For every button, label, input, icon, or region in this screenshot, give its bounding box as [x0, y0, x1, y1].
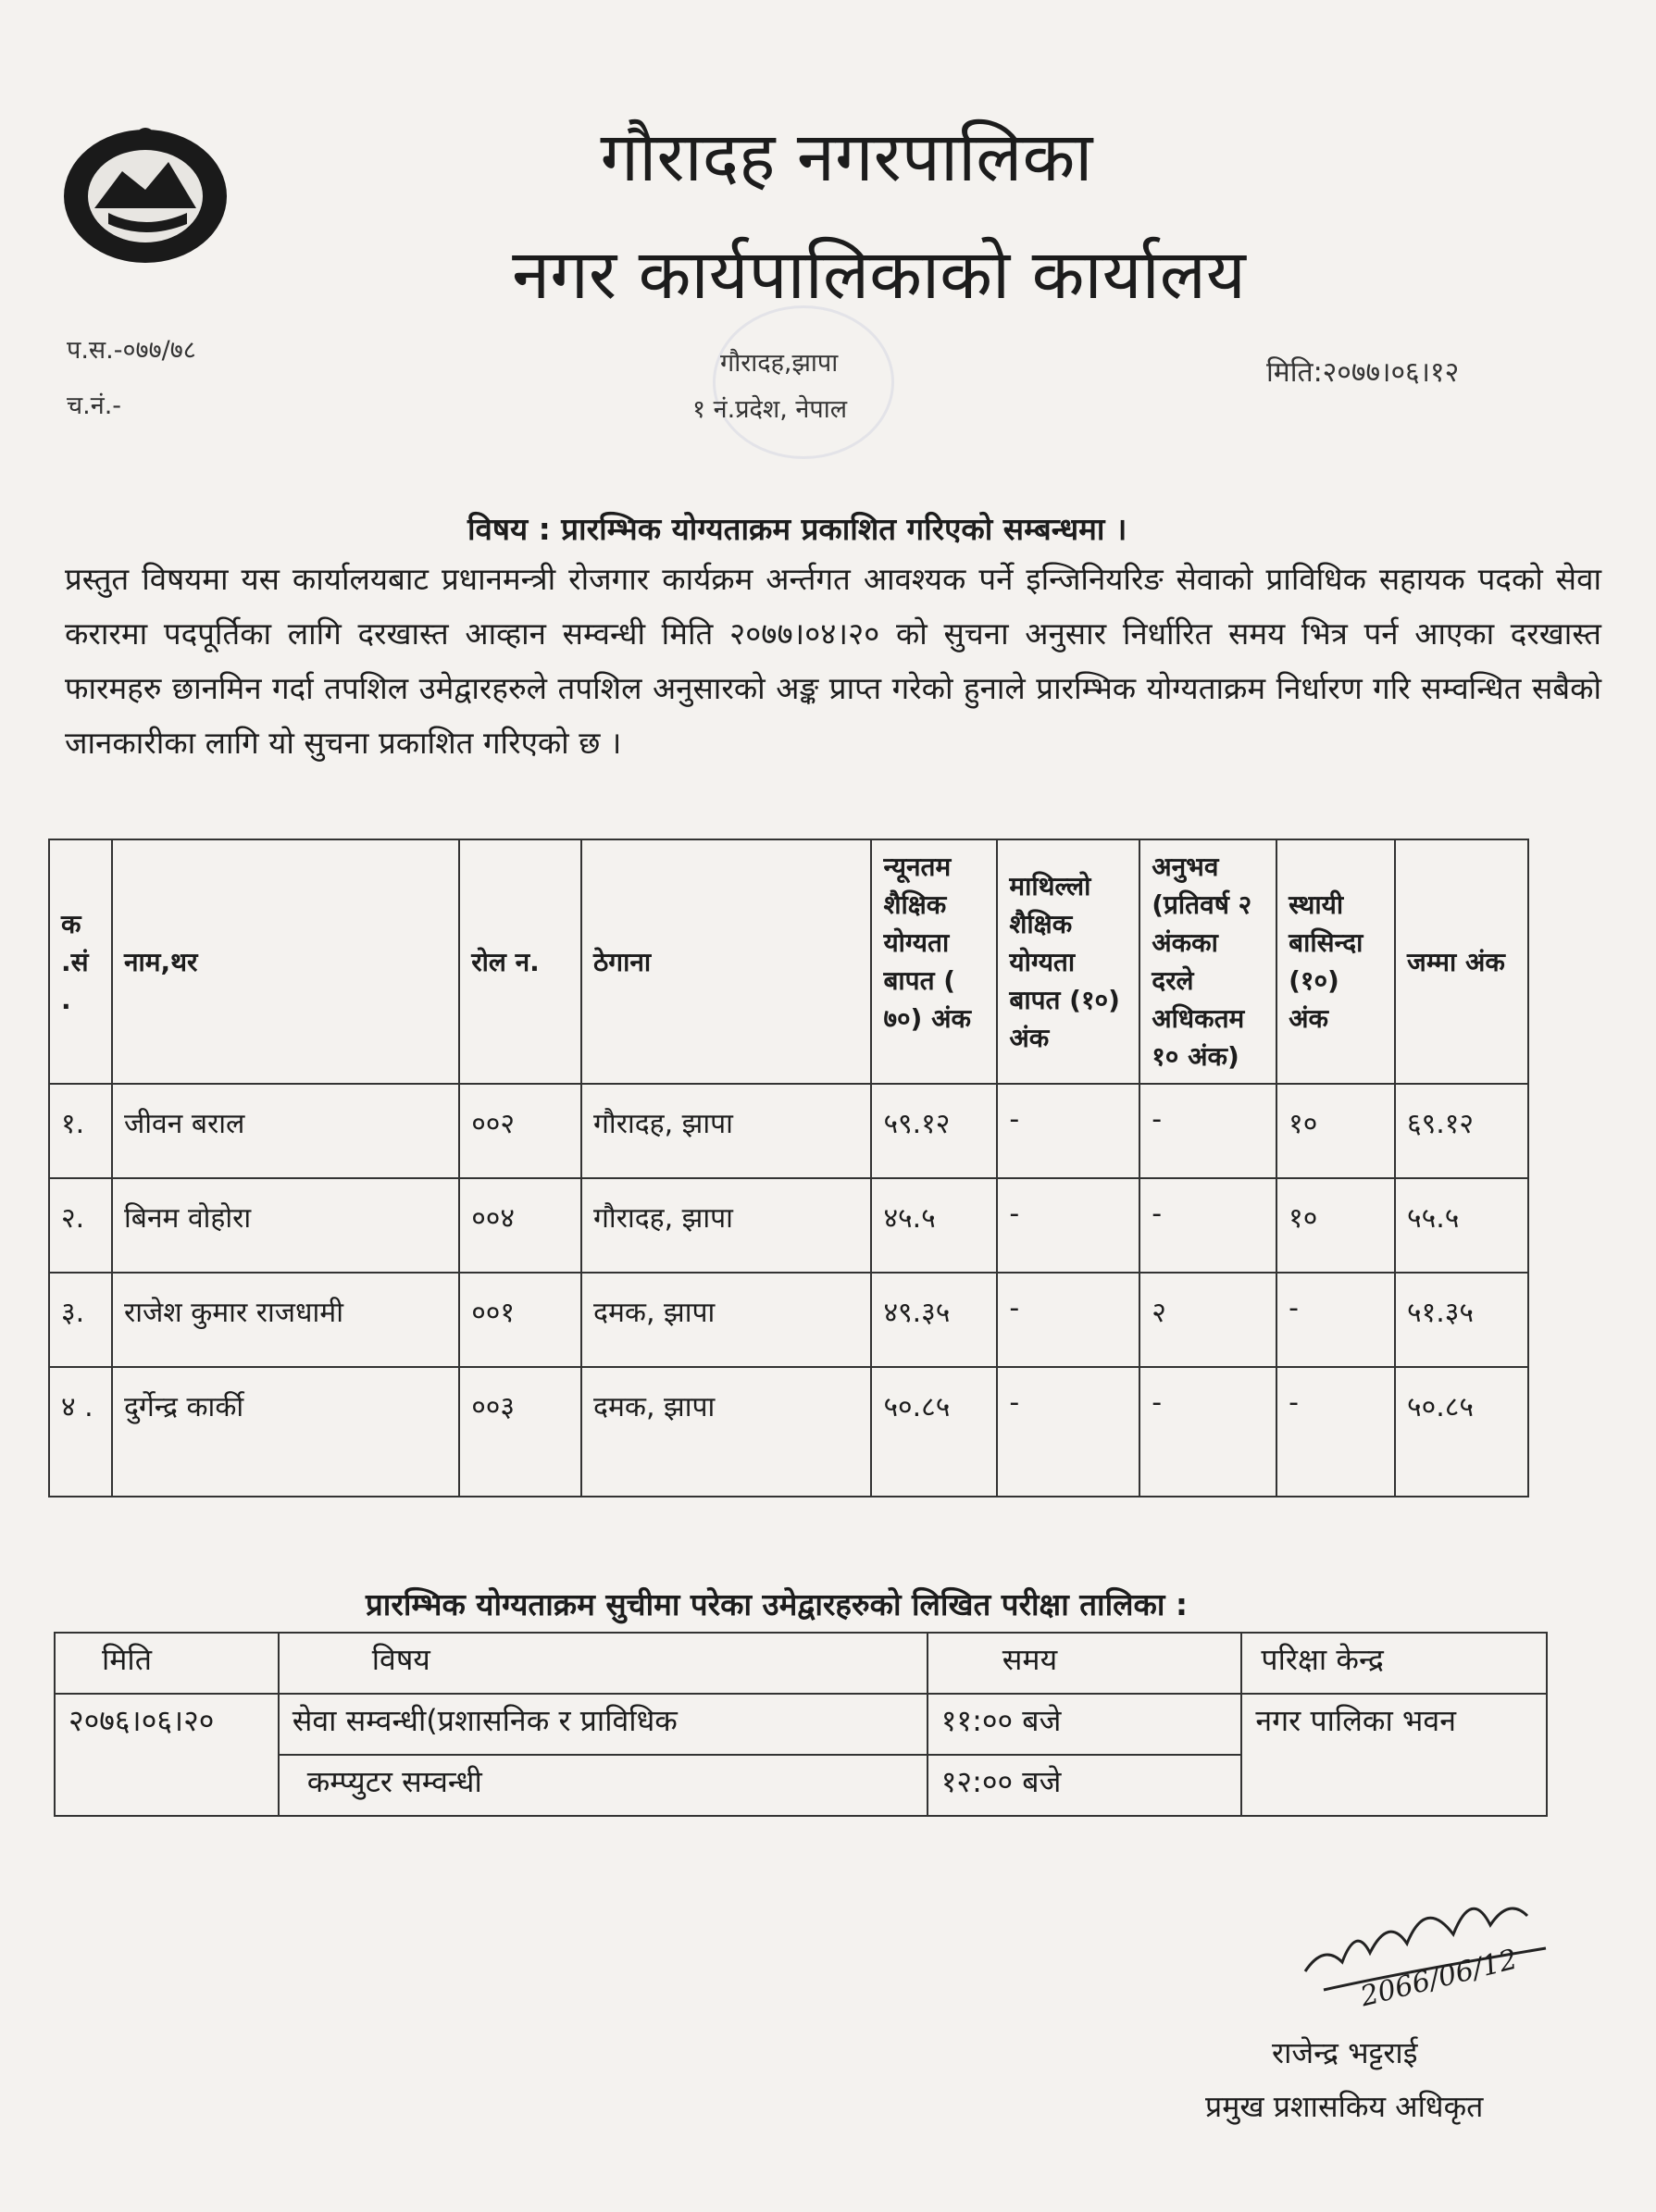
office-stamp	[713, 305, 894, 459]
exam-subject: सेवा सम्वन्धी(प्रशासनिक र प्राविधिक	[279, 1694, 928, 1755]
cell-total: ५१.३५	[1395, 1273, 1528, 1367]
cell-higher-qualification: -	[997, 1367, 1139, 1497]
exam-date: २०७६।०६।२०	[55, 1694, 279, 1816]
body-paragraph: प्रस्तुत विषयमा यस कार्यालयबाट प्रधानमन्त्री रोजगार कार्यक्रम अर्न्तगत आवश्यक पर्ने इन्जिनियरिङ सेवाको प्राविधिक सहायक पदको सेवा करारमा पदपूर्तिका लागि दरखास्त आव्हान सम्वन्धी मिति २०७७।०४।२० को सुचना अनुसार निर्धारित समय भित्र पर्न आएका दरखास्त फारमहरु छानमिन गर्दा तपशिल उमेद्वारहरुले तपशिल अनुसारको अङ्क प्राप्त गरेको हुनाले प्रारम्भिक योग्यताक्रम निर्धारण गरि सम्वन्धित सबैको जानकारीका लागि यो सुचना प्रकाशित गरिएको छ ।	[65, 561, 1601, 761]
table-row	[49, 1273, 1528, 1367]
cell-min-qualification: ५०.८५	[871, 1367, 997, 1497]
office-name: गौरादह नगरपालिका	[600, 118, 1093, 197]
cell-min-qualification: ४५.५	[871, 1178, 997, 1273]
cell-total: ५०.८५	[1395, 1367, 1528, 1497]
exam-header-subject: विषय	[279, 1633, 928, 1694]
header-total: जम्मा अंक	[1395, 839, 1528, 1084]
address-line-1: गौरादह,झापा	[720, 349, 839, 378]
cell-sn: ४ .	[49, 1367, 112, 1497]
handwritten-signature	[1268, 1860, 1592, 2045]
cell-name: बिनम वोहोरा	[112, 1178, 459, 1273]
cell-experience: २	[1139, 1273, 1276, 1367]
table-row	[49, 1178, 1528, 1273]
header-higher-qualification: माथिल्लो शैक्षिक योग्यता बापत (१०) अंक	[997, 839, 1139, 1084]
exam-header-date: मिति	[55, 1633, 279, 1694]
cell-resident: १०	[1276, 1178, 1395, 1273]
cell-higher-qualification: -	[997, 1084, 1139, 1178]
score-table-header	[49, 839, 1528, 1084]
cell-sn: १.	[49, 1084, 112, 1178]
cell-experience: -	[1139, 1178, 1276, 1273]
cell-name: जीवन बराल	[112, 1084, 459, 1178]
subject-line: विषय : प्रारम्भिक योग्यताक्रम प्रकाशित गरिएको सम्बन्धमा ।	[467, 511, 1127, 547]
cell-sn: २.	[49, 1178, 112, 1273]
cell-address: दमक, झापा	[581, 1273, 871, 1367]
reference-number: प.स.-०७७/७८	[67, 336, 196, 365]
cell-higher-qualification: -	[997, 1178, 1139, 1273]
table-row	[55, 1694, 1547, 1755]
cell-total: ६९.१२	[1395, 1084, 1528, 1178]
table-row	[49, 1084, 1528, 1178]
office-subtitle: नगर कार्यपालिकाको कार्यालय	[512, 235, 1246, 315]
cell-experience: -	[1139, 1084, 1276, 1178]
header-experience: अनुभव (प्रतिवर्ष २ अंकका दरले अधिकतम १० अंक)	[1139, 839, 1276, 1084]
score-table	[48, 839, 1529, 1497]
cell-resident: १०	[1276, 1084, 1395, 1178]
exam-time: ११:०० बजे	[928, 1694, 1242, 1755]
cell-roll: ००२	[459, 1084, 581, 1178]
cell-address: गौरादह, झापा	[581, 1178, 871, 1273]
cell-roll: ००४	[459, 1178, 581, 1273]
signatory-designation: प्रमुख प्रशासकिय अधिकृत	[1205, 2089, 1484, 2124]
cell-name: राजेश कुमार राजधामी	[112, 1273, 459, 1367]
cell-roll: ००३	[459, 1367, 581, 1497]
signatory-name: राजेन्द्र भट्टराई	[1272, 2035, 1418, 2070]
header-sn: क .सं .	[49, 839, 112, 1084]
header-roll: रोल न.	[459, 839, 581, 1084]
exam-header-time: समय	[928, 1633, 1242, 1694]
cell-name: दुर्गेन्द्र कार्की	[112, 1367, 459, 1497]
exam-table-header	[55, 1633, 1547, 1694]
cell-min-qualification: ५९.१२	[871, 1084, 997, 1178]
cell-address: गौरादह, झापा	[581, 1084, 871, 1178]
header-name: नाम,थर	[112, 839, 459, 1084]
exam-subject: कम्प्युटर सम्वन्धी	[279, 1755, 928, 1816]
header-resident: स्थायी बासिन्दा (१०) अंक	[1276, 839, 1395, 1084]
cell-total: ५५.५	[1395, 1178, 1528, 1273]
signature-date: 2066/06/12	[1357, 1943, 1521, 2014]
cell-min-qualification: ४९.३५	[871, 1273, 997, 1367]
exam-time: १२:०० बजे	[928, 1755, 1242, 1816]
notice-date: मिति:२०७७।०६।१२	[1266, 356, 1460, 389]
cell-resident: -	[1276, 1367, 1395, 1497]
exam-table	[54, 1632, 1548, 1817]
cell-resident: -	[1276, 1273, 1395, 1367]
dispatch-number: च.नं.-	[67, 391, 122, 420]
cell-sn: ३.	[49, 1273, 112, 1367]
header-min-qualification: न्यूनतम शैक्षिक योग्यता बापत ( ७०) अंक	[871, 839, 997, 1084]
exam-heading: प्रारम्भिक योग्यताक्रम सुचीमा परेका उमेद्वारहरुको लिखित परीक्षा तालिका :	[366, 1586, 1189, 1622]
header-address: ठेगाना	[581, 839, 871, 1084]
cell-address: दमक, झापा	[581, 1367, 871, 1497]
cell-roll: ००१	[459, 1273, 581, 1367]
cell-experience: -	[1139, 1367, 1276, 1497]
address-line-2: १ नं.प्रदेश, नेपाल	[692, 395, 848, 424]
exam-center: नगर पालिका भवन	[1241, 1694, 1547, 1816]
cell-higher-qualification: -	[997, 1273, 1139, 1367]
table-row	[49, 1367, 1528, 1497]
exam-header-center: परिक्षा केन्द्र	[1241, 1633, 1547, 1694]
